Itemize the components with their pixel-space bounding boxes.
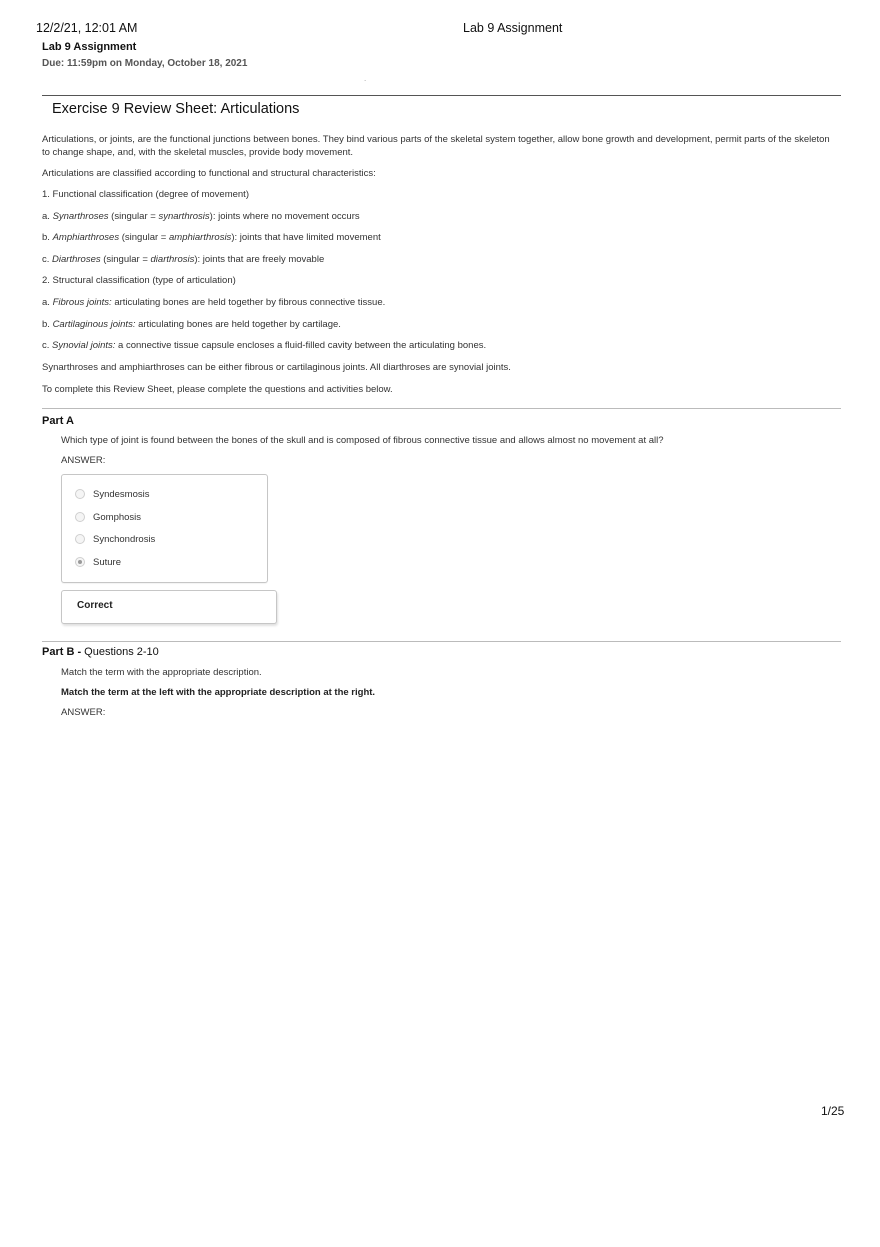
structural-item: c. Synovial joints: a connective tissue capsule encloses a fluid-filled cavity between the articulating bones. — [42, 340, 487, 351]
option-synchondrosis[interactable] — [75, 532, 155, 546]
radio-button[interactable] — [75, 512, 85, 522]
part-a-question: Which type of joint is found between the bones of the skull and is composed of fibrous connective tissue and allows almost no movement at all? — [61, 435, 664, 446]
radio-button[interactable] — [75, 534, 85, 544]
assignment-title: Lab 9 Assignment — [42, 41, 137, 53]
option-label: Synchondrosis — [93, 533, 156, 545]
page-number: 1/25 — [821, 1104, 845, 1118]
part-b-heading: Part B - Questions 2-10 — [42, 646, 159, 658]
option-label: Gomphosis — [93, 511, 142, 523]
part-b-instruction: Match the term at the left with the appropriate description at the right. — [61, 687, 376, 698]
option-gomphosis[interactable] — [75, 510, 141, 524]
part-b-prompt: Match the term with the appropriate description. — [61, 667, 262, 678]
option-suture[interactable] — [75, 555, 121, 569]
functional-item: a. Synarthroses (singular = synarthrosis): joints where no movement occurs — [42, 211, 360, 222]
answer-label: ANSWER: — [61, 455, 106, 466]
option-syndesmosis[interactable] — [75, 487, 150, 501]
classification-intro: Articulations are classified according to functional and structural characteristics: — [42, 168, 376, 179]
part-a-heading: Part A — [42, 415, 74, 427]
answer-label: ANSWER: — [61, 707, 106, 718]
intro-paragraph: Articulations, or joints, are the functional junctions between bones. They bind various parts of the skeletal system together, allow bone growth and development, permit parts of the skeleton to change shape, and, with the skeletal muscles, provide body movement. — [42, 134, 830, 158]
radio-button[interactable] — [75, 489, 85, 499]
option-label: Syndesmosis — [93, 488, 150, 500]
answer-options-box — [61, 474, 268, 583]
header-divider — [42, 95, 841, 96]
feedback-correct: Correct — [77, 600, 113, 611]
part-divider — [42, 408, 841, 409]
radio-button-selected[interactable] — [75, 557, 85, 567]
structural-item: a. Fibrous joints: articulating bones are held together by fibrous connective tissue. — [42, 297, 386, 308]
feedback-box — [61, 590, 277, 624]
functional-item: c. Diarthroses (singular = diarthrosis): joints that are freely movable — [42, 254, 325, 265]
print-date: 12/2/21, 12:01 AM — [36, 21, 138, 35]
option-label: Suture — [93, 556, 121, 568]
joints-summary: Synarthroses and amphiarthroses can be either fibrous or cartilaginous joints. All diarthroses are synovial joints. — [42, 362, 511, 373]
due-date: Due: 11:59pm on Monday, October 18, 2021 — [42, 58, 248, 69]
structural-heading: 2. Structural classification (type of articulation) — [42, 275, 236, 286]
structural-item: b. Cartilaginous joints: articulating bones are held together by cartilage. — [42, 319, 341, 330]
exercise-title: Exercise 9 Review Sheet: Articulations — [52, 101, 300, 117]
instructions: To complete this Review Sheet, please complete the questions and activities below. — [42, 384, 393, 395]
functional-item: b. Amphiarthroses (singular = amphiarthrosis): joints that have limited movement — [42, 232, 381, 243]
print-title: Lab 9 Assignment — [463, 21, 563, 35]
functional-heading: 1. Functional classification (degree of movement) — [42, 189, 249, 200]
part-divider — [42, 641, 841, 642]
separator-dot: . — [364, 74, 367, 83]
